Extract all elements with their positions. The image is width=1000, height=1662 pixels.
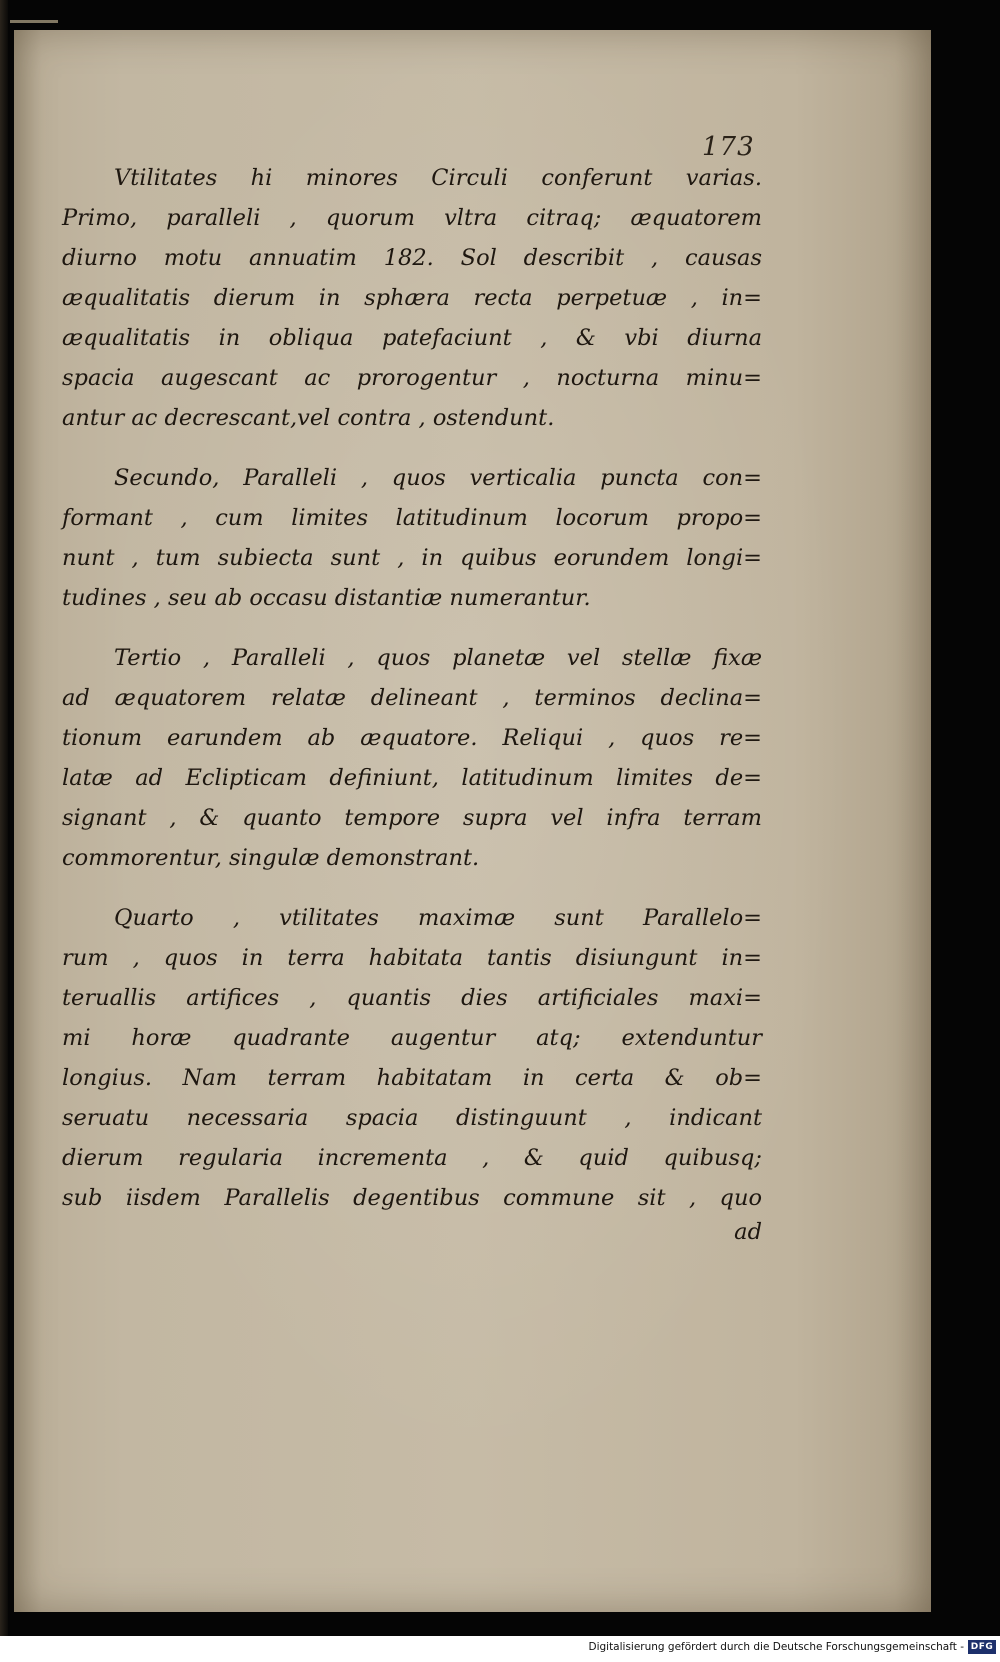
text-line: Secundo, Paralleli , quos verticalia puncta con= (114, 465, 762, 491)
text-line: æqualitatis in obliqua patefaciunt , & vbi diurna (62, 325, 762, 351)
funding-credit: Digitalisierung gefördert durch die Deutsche Forschungsgemeinschaft - (588, 1641, 964, 1653)
text-line: æqualitatis dierum in sphæra recta perpetuæ , in= (62, 285, 762, 311)
page-text (62, 158, 762, 1272)
text-line: spacia augescant ac prorogentur , nocturna minu= (62, 365, 762, 391)
text-line: nunt , tum subiecta sunt , in quibus eorundem longi= (62, 545, 762, 571)
text-line: signant , & quanto tempore supra vel infra terram (62, 805, 762, 831)
text-line: tudines , seu ab occasu distantiæ numerantur. (62, 585, 591, 611)
paragraph-quarto (62, 898, 762, 1252)
text-line: rum , quos in terra habitata tantis disiungunt in= (62, 945, 762, 971)
text-line: antur ac decrescant,vel contra , ostendunt. (62, 405, 555, 431)
text-line: tionum earundem ab æquatore. Reliqui , quos re= (62, 725, 762, 751)
paragraph-secundo (62, 458, 762, 618)
text-line: longius. Nam terram habitatam in certa & ob= (62, 1065, 762, 1091)
paragraph-utilitates (62, 158, 762, 438)
text-line: formant , cum limites latitudinum locorum propo= (62, 505, 762, 531)
paragraph-tertio (62, 638, 762, 878)
text-line: Tertio , Paralleli , quos planetæ vel stellæ fixæ (114, 645, 762, 671)
text-line: Vtilitates hi minores Circuli conferunt varias. (114, 165, 762, 191)
text-line: seruatu necessaria spacia distinguunt , indicant (62, 1105, 762, 1131)
book-page (14, 30, 931, 1612)
text-line: teruallis artifices , quantis dies artificiales maxi= (62, 985, 762, 1011)
text-line: sub iisdem Parallelis degentibus commune sit , quo (62, 1185, 762, 1211)
scan-edge-mark (10, 20, 58, 23)
text-line: commorentur, singulæ demonstrant. (62, 845, 480, 871)
text-line: ad æquatorem relatæ delineant , terminos declina= (62, 685, 762, 711)
text-line: latæ ad Eclipticam definiunt, latitudinum limites de= (62, 765, 762, 791)
text-line: mi horæ quadrante augentur atq; extenduntur (62, 1025, 762, 1051)
scan-edge-strip (0, 0, 8, 1662)
text-line: Primo, paralleli , quorum vltra citraq; æquatorem (62, 205, 762, 231)
text-line: dierum regularia incrementa , & quid quibusq; (62, 1145, 762, 1171)
catchword: ad (734, 1219, 762, 1245)
text-line: Quarto , vtilitates maximæ sunt Parallelo= (114, 905, 762, 931)
text-line: diurno motu annuatim 182. Sol describit , causas (62, 245, 762, 271)
page-number: 173 (702, 132, 755, 162)
dfg-logo-icon: DFG (968, 1640, 996, 1654)
